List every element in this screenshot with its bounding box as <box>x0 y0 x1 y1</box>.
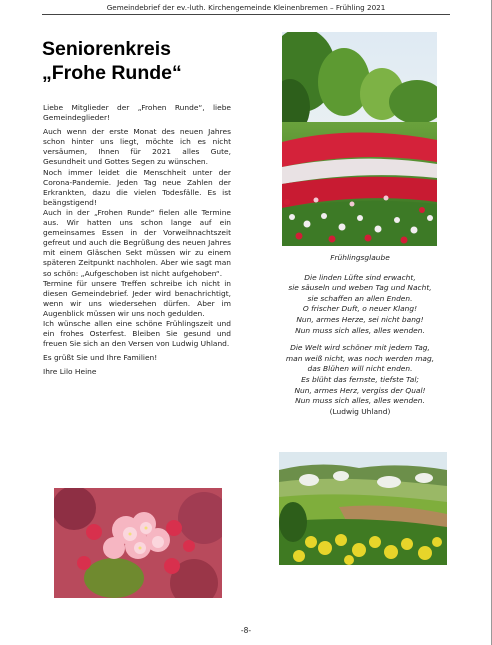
poem-line: Nun, armes Herz, vergiss der Qual! <box>294 385 426 395</box>
letter-text <box>43 103 231 381</box>
page-number: -8- <box>240 626 252 635</box>
poem-author: (Ludwig Uhland) <box>329 406 391 416</box>
letter-paragraph: Auch wenn der erste Monat des neuen Jahres schon hinter uns liegt, möchte ich es nicht versäumen, Ihnen für 2021 alles Gute, Gesundheit und Gottes Segen zu wünschen. <box>43 127 231 167</box>
letter-greeting: Liebe Mitglieder der „Frohen Runde“, liebe Gemeindeglieder! <box>43 103 231 123</box>
letter-paragraph: Termine für unsere Treffen schreibe ich nicht in diesen Gemeindebrief. Jeder wird benachrichtigt, wenn wir uns wiedersehen dürfen. Aber im Augenblick müssen wir uns noch gedulden. <box>43 278 231 318</box>
spring-landscape-photo <box>279 452 447 565</box>
poem-line: Die linden Lüfte sind erwacht, <box>304 272 416 282</box>
poem-line: man weiß nicht, was noch werden mag, <box>285 353 435 363</box>
poem-line: Nun muss sich alles, alles wenden. <box>295 325 425 335</box>
letter-closing: Es grüßt Sie und Ihre Familien! <box>43 353 158 363</box>
poem-line: Nun, armes Herze, sei nicht bang! <box>296 314 424 324</box>
newsletter-header: Gemeindebrief der ev.-luth. Kirchengemeinde Kleinenbremen – Frühling 2021 <box>106 3 386 12</box>
poem <box>262 253 458 424</box>
title-line-1: Seniorenkreis <box>42 38 171 60</box>
letter-paragraph: Auch in der „Frohen Runde“ fielen alle Termine aus. Wir hatten uns schon lange auf ein gemeinsames Essen in der Vorweihnachtszeit gefreut und auch die Begrüßung des neuen Jahres mit einem Gläschen Sekt müssen wir zu einem späteren Zeitpunkt nachholen. Aber wie sagt man so schön: „Aufgeschoben ist nicht aufgehoben“. <box>43 207 231 278</box>
poem-line: sie säuseln und weben Tag und Nacht, <box>288 283 432 293</box>
poem-line: sie schaffen an allen Enden. <box>307 293 413 303</box>
letter-signature: Ihre Lilo Heine <box>43 367 97 377</box>
poem-line: Nun muss sich alles, alles wenden. <box>295 396 425 406</box>
letter-paragraph: Ich wünsche allen eine schöne Frühlingszeit und ein frohes Osterfest. Bleiben Sie gesund und freuen Sie sich an den Versen von Ludwig Uhland. <box>43 318 231 349</box>
apple-blossom-photo <box>54 488 222 598</box>
letter-paragraph: Noch immer leidet die Menschheit unter der Corona-Pandemie. Jeden Tag neue Zahlen der Erkrankten, dazu die vielen Todesfälle. Es ist beängstigend! <box>43 167 231 207</box>
poem-line: das Blühen will nicht enden. <box>307 364 413 374</box>
title-line-2: „Frohe Runde“ <box>42 62 182 84</box>
header-rule <box>42 14 450 15</box>
poem-line: Es blüht das fernste, tiefste Tal; <box>301 374 419 384</box>
poem-line: Die Welt wird schöner mit jedem Tag, <box>290 343 430 353</box>
page-title <box>42 37 272 85</box>
poem-line: O frischer Duft, o neuer Klang! <box>302 304 418 314</box>
poem-title: Frühlingsglaube <box>330 253 390 262</box>
poem-stanza-1 <box>262 273 458 337</box>
poem-stanza-2 <box>262 343 458 417</box>
tulip-field-photo <box>282 32 437 246</box>
